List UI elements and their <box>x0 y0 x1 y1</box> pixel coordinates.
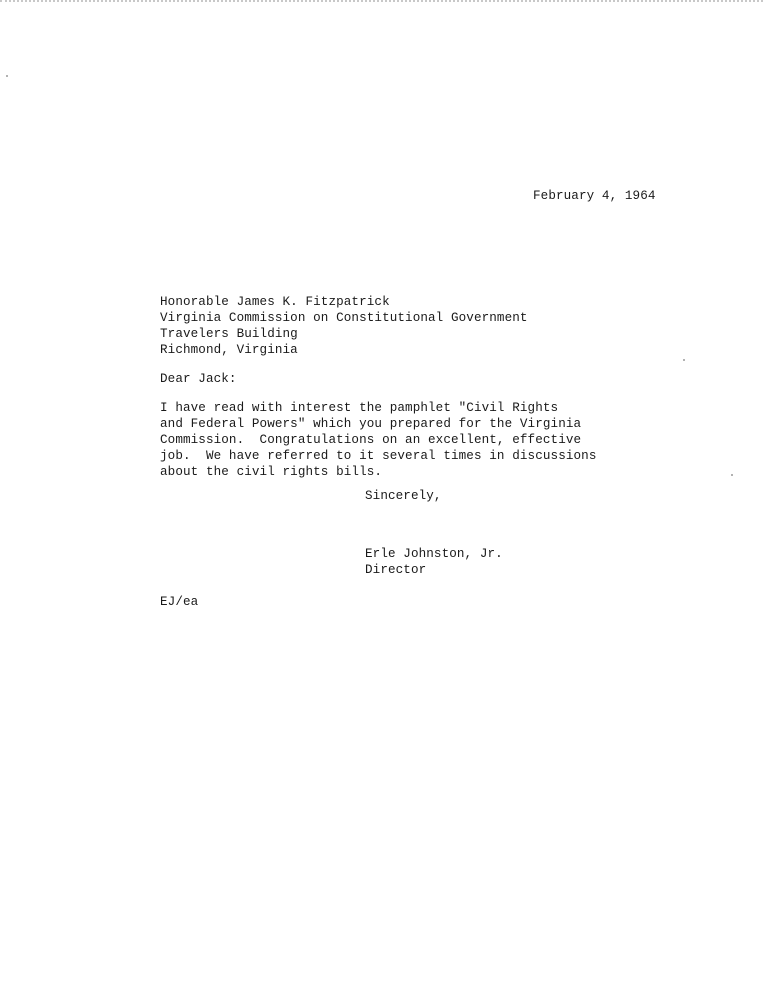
signature-block <box>365 546 503 578</box>
scan-speck <box>683 359 685 361</box>
body-line: Commission. Congratulations on an excellent, effective <box>160 433 582 447</box>
complimentary-closing: Sincerely, <box>365 489 442 503</box>
salutation: Dear Jack: <box>160 372 237 386</box>
scan-speck <box>731 474 733 476</box>
recipient-organization: Virginia Commission on Constitutional Government <box>160 311 528 325</box>
recipient-address-block <box>160 294 528 358</box>
body-line: job. We have referred to it several times in discussions <box>160 449 597 463</box>
scan-speck <box>6 75 8 77</box>
body-line: and Federal Powers" which you prepared for the Virginia <box>160 417 582 431</box>
letter-date: February 4, 1964 <box>533 189 656 203</box>
page-top-edge <box>0 0 763 2</box>
reference-initials: EJ/ea <box>160 595 199 609</box>
signer-title: Director <box>365 563 427 577</box>
body-line: I have read with interest the pamphlet "Civil Rights <box>160 401 559 415</box>
recipient-building: Travelers Building <box>160 327 298 341</box>
letter-body <box>160 400 596 480</box>
recipient-city: Richmond, Virginia <box>160 343 298 357</box>
recipient-name: Honorable James K. Fitzpatrick <box>160 295 390 309</box>
signer-name: Erle Johnston, Jr. <box>365 547 503 561</box>
body-line: about the civil rights bills. <box>160 465 383 479</box>
